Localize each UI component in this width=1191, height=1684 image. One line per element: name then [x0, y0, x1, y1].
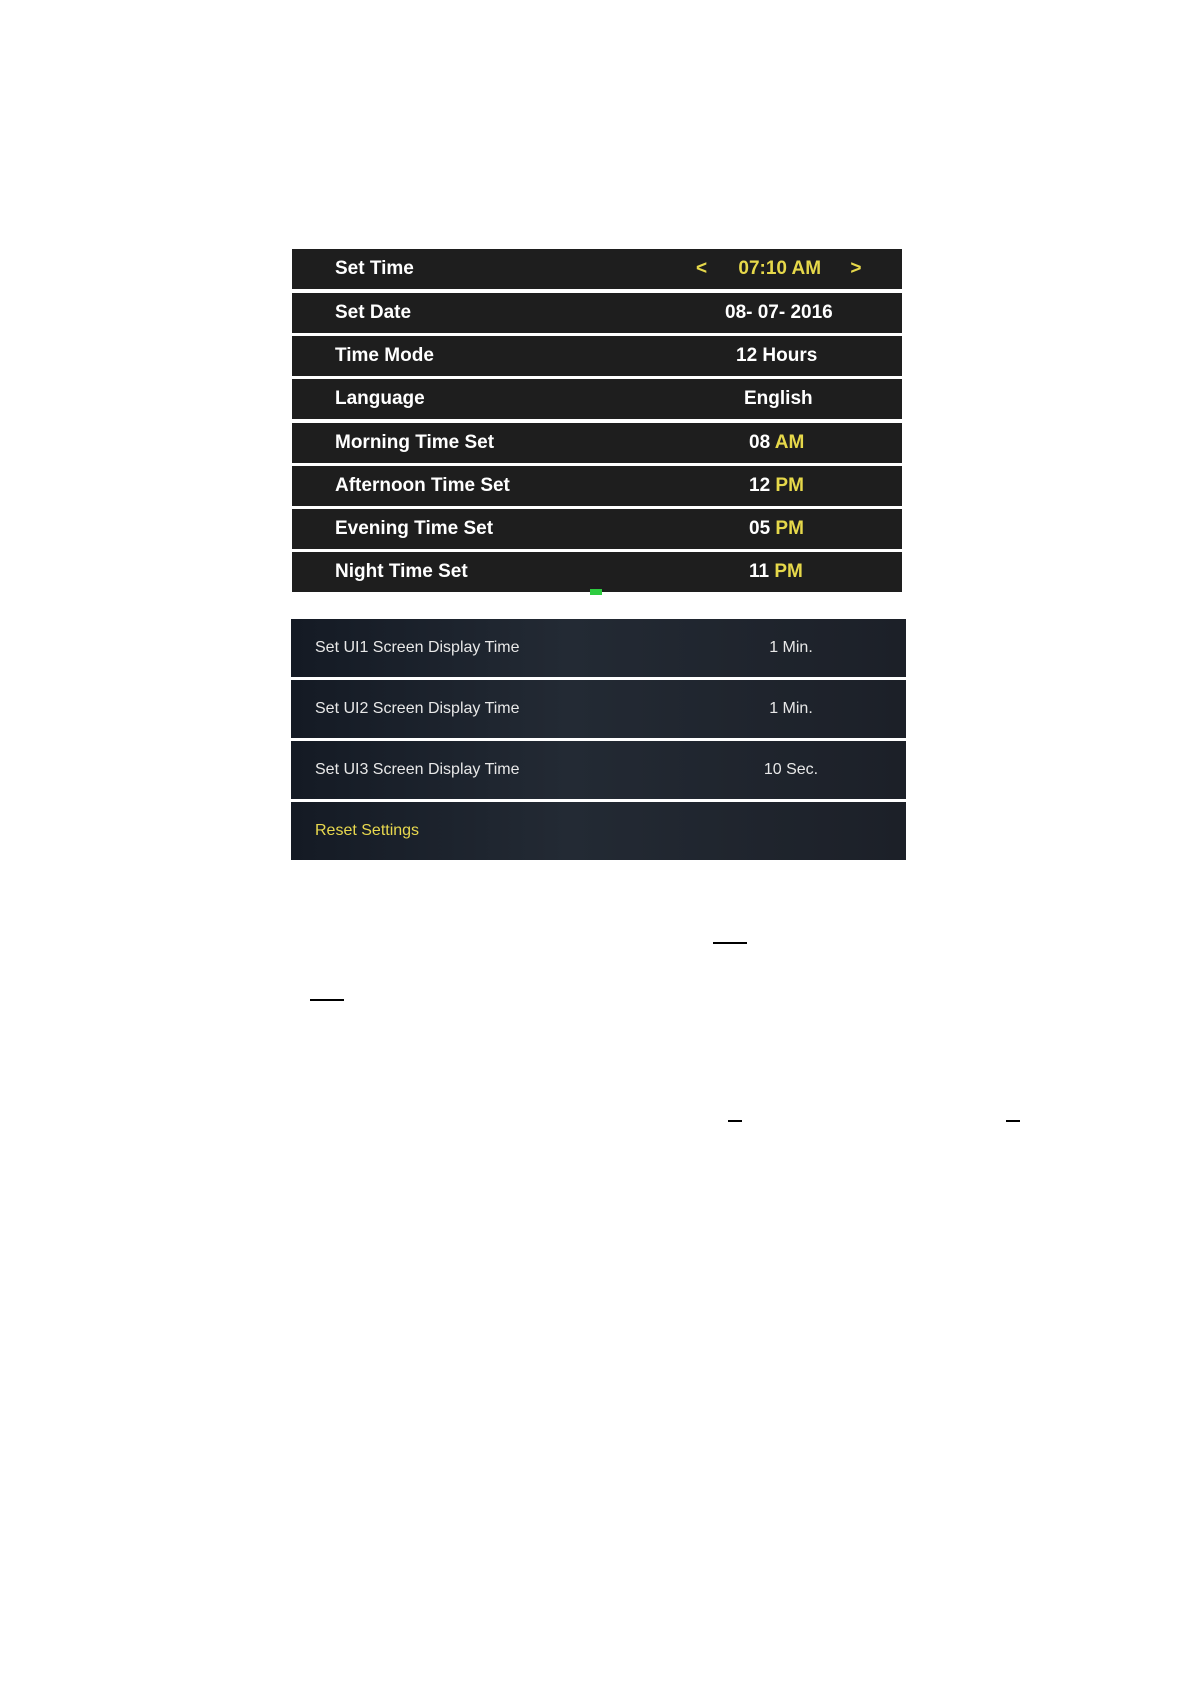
set-time-text: 07:10 AM: [738, 258, 822, 279]
night-time-row[interactable]: [292, 552, 902, 592]
set-time-value: [696, 258, 916, 280]
evening-time-value: [749, 518, 969, 540]
set-time-label: Set Time: [335, 258, 414, 279]
night-time-period: PM: [774, 561, 803, 582]
afternoon-time-value: [749, 475, 969, 497]
set-date-row[interactable]: [292, 293, 902, 333]
focus-indicator: [590, 589, 602, 595]
evening-time-hour: 05: [749, 518, 771, 539]
divider-mark: [1006, 1120, 1020, 1122]
evening-time-label: Evening Time Set: [335, 518, 494, 539]
ui1-display-time-row[interactable]: [291, 619, 906, 677]
morning-time-hour: 08: [749, 432, 771, 453]
morning-time-value: [749, 432, 969, 454]
divider-mark: [310, 999, 344, 1001]
ui3-display-time-value: 10 Sec.: [763, 761, 819, 778]
language-row[interactable]: [292, 379, 902, 419]
ui2-display-time-label: Set UI2 Screen Display Time: [315, 700, 520, 717]
night-time-value: [749, 561, 969, 583]
afternoon-time-row[interactable]: [292, 466, 902, 506]
ui3-display-time-row[interactable]: [291, 741, 906, 799]
afternoon-time-label: Afternoon Time Set: [335, 475, 510, 496]
afternoon-time-period: PM: [775, 475, 804, 496]
time-settings-panel: [292, 249, 902, 592]
language-label: Language: [335, 388, 425, 409]
morning-time-period: AM: [774, 432, 805, 453]
set-date-label: Set Date: [335, 302, 412, 323]
time-mode-label: Time Mode: [335, 345, 434, 366]
arrow-right-icon[interactable]: >: [850, 258, 862, 279]
morning-time-label: Morning Time Set: [335, 432, 495, 453]
night-time-hour: 11: [749, 561, 770, 582]
time-mode-row[interactable]: [292, 336, 902, 376]
language-value: English: [744, 388, 813, 409]
time-mode-value: 12 Hours: [736, 345, 818, 366]
reset-settings-row[interactable]: [291, 802, 906, 860]
ui2-display-time-value: 1 Min.: [769, 700, 813, 717]
evening-time-row[interactable]: [292, 509, 902, 549]
evening-time-period: PM: [775, 518, 804, 539]
reset-settings-button[interactable]: Reset Settings: [315, 822, 420, 839]
morning-time-row[interactable]: [292, 423, 902, 463]
ui2-display-time-row[interactable]: [291, 680, 906, 738]
ui1-display-time-label: Set UI1 Screen Display Time: [315, 639, 520, 656]
set-time-row[interactable]: [292, 249, 902, 289]
night-time-label: Night Time Set: [335, 561, 468, 582]
ui3-display-time-label: Set UI3 Screen Display Time: [315, 761, 520, 778]
divider-mark: [728, 1120, 742, 1122]
arrow-left-icon[interactable]: <: [696, 258, 708, 279]
afternoon-time-hour: 12: [749, 475, 771, 496]
ui1-display-time-value: 1 Min.: [769, 639, 813, 656]
divider-mark: [713, 942, 747, 944]
set-date-value: 08- 07- 2016: [725, 302, 833, 323]
